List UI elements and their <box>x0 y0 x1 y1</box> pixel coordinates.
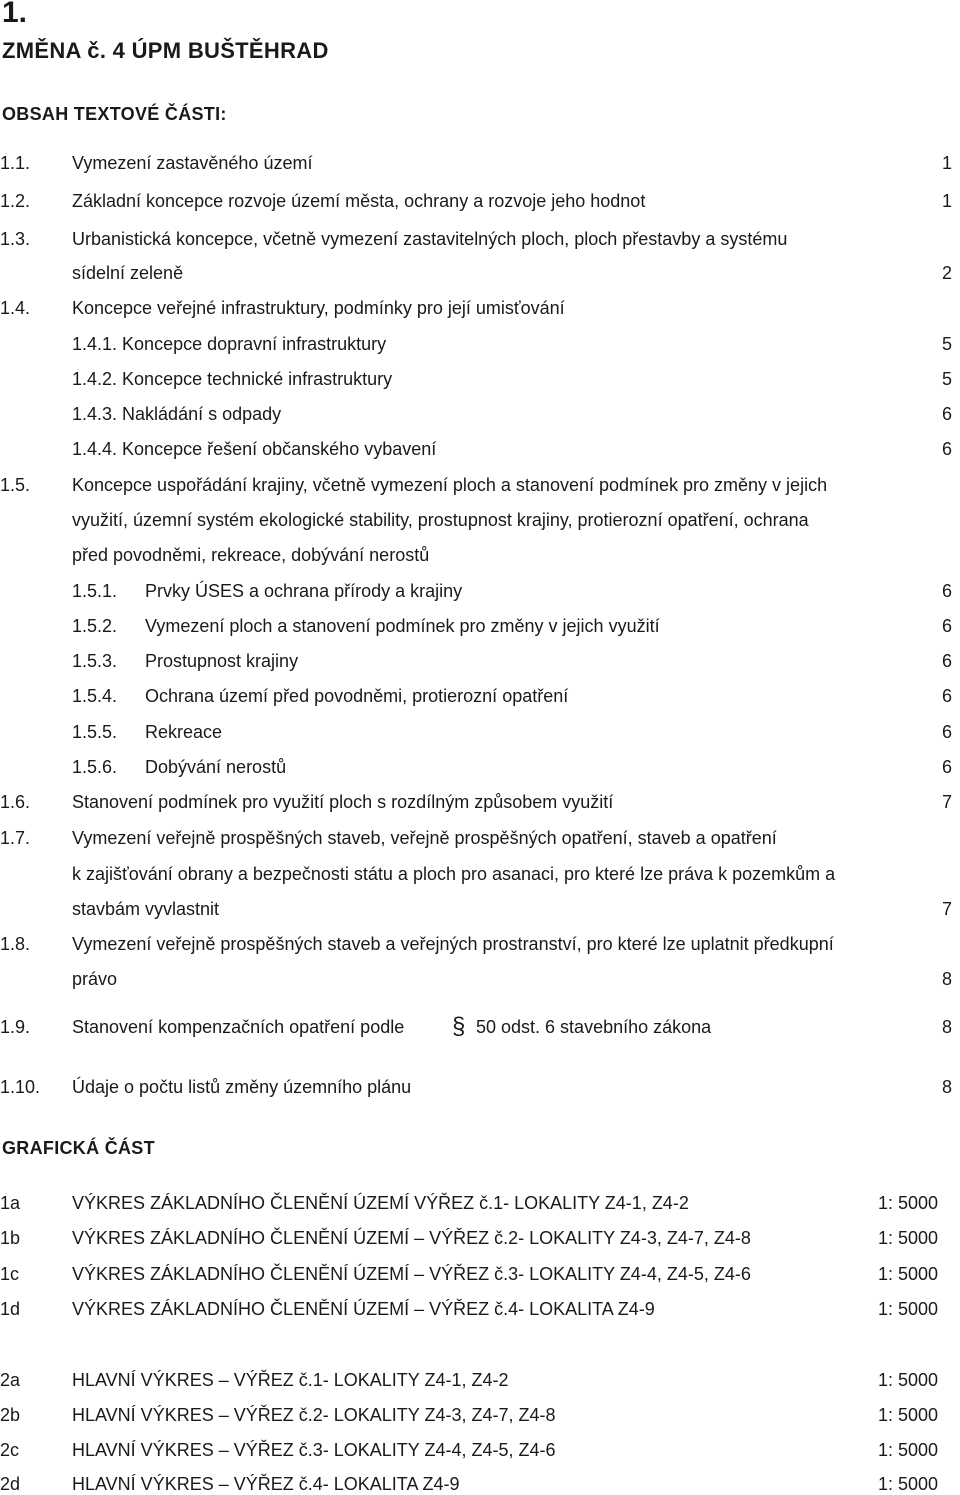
graphic-code: 2c <box>0 1440 20 1460</box>
toc-number: 1.5.2. <box>72 616 118 636</box>
toc-page: 5 <box>941 369 952 389</box>
graphic-text: VÝKRES ZÁKLADNÍHO ČLENĚNÍ ÚZEMÍ – VÝŘEZ č.4- LOKALITA Z4-9 <box>72 1299 655 1319</box>
graphic-scale: 1: 5000 <box>877 1474 938 1494</box>
graphic-scale: 1: 5000 <box>877 1264 938 1284</box>
toc-page: 6 <box>941 722 952 742</box>
toc-text-line3: stavbám vyvlastnit <box>72 899 220 919</box>
toc-text: Prostupnost krajiny <box>145 651 299 671</box>
toc-text: 1.4.3. Nakládání s odpady <box>72 404 282 424</box>
graphic-scale: 1: 5000 <box>877 1228 938 1248</box>
toc-number: 1.2. <box>0 191 31 211</box>
graphic-scale: 1: 5000 <box>877 1405 938 1425</box>
toc-page: 8 <box>941 1017 952 1037</box>
toc-text-line1: Vymezení veřejně prospěšných staveb a veřejných prostranství, pro které lze uplatnit předkupní <box>72 934 834 954</box>
graphic-scale: 1: 5000 <box>877 1440 938 1460</box>
toc-number: 1.5.3. <box>72 651 118 671</box>
toc-text: Základní koncepce rozvoje území města, ochrany a rozvoje jeho hodnot <box>72 191 646 211</box>
toc-number: 1.5.4. <box>72 686 118 706</box>
toc-page: 7 <box>941 792 952 812</box>
toc-page: 6 <box>941 581 952 601</box>
toc-text: Vymezení zastavěného území <box>72 153 313 173</box>
toc-text: Rekreace <box>145 722 223 742</box>
toc-number: 1.5.6. <box>72 757 118 777</box>
toc-page: 6 <box>941 757 952 777</box>
toc-page: 6 <box>941 686 952 706</box>
graphic-text: HLAVNÍ VÝKRES – VÝŘEZ č.2- LOKALITY Z4-3, Z4-7, Z4-8 <box>72 1405 556 1425</box>
graphic-text: VÝKRES ZÁKLADNÍHO ČLENĚNÍ ÚZEMÍ VÝŘEZ č.1- LOKALITY Z4-1, Z4-2 <box>72 1193 689 1213</box>
toc-text-line2: sídelní zeleně <box>72 263 184 283</box>
toc-number: 1.7. <box>0 828 31 848</box>
toc-number: 1.10. <box>0 1077 41 1097</box>
toc-page: 7 <box>941 899 952 919</box>
toc-text: 1.4.4. Koncepce řešení občanského vybavení <box>72 439 437 459</box>
toc-text-line2: právo <box>72 969 118 989</box>
toc-number: 1.4. <box>0 298 31 318</box>
graphic-code: 1d <box>0 1299 21 1319</box>
graphic-text: HLAVNÍ VÝKRES – VÝŘEZ č.1- LOKALITY Z4-1, Z4-2 <box>72 1370 509 1390</box>
toc-text: 1.4.2. Koncepce technické infrastruktury <box>72 369 393 389</box>
graphic-scale: 1: 5000 <box>877 1370 938 1390</box>
toc-number: 1.5.1. <box>72 581 118 601</box>
toc-text: Stanovení podmínek pro využití ploch s rozdílným způsobem využití <box>72 792 614 812</box>
toc-entry-1-5-line2: využití, územní systém ekologické stability, prostupnost krajiny, protierozní opatření, ochrana <box>72 510 809 530</box>
toc-number: 1.8. <box>0 934 31 954</box>
toc-text-part2: 50 odst. 6 stavebního zákona <box>476 1017 712 1037</box>
graphic-code: 2a <box>0 1370 21 1390</box>
graphic-scale: 1: 5000 <box>877 1193 938 1213</box>
toc-page: 2 <box>941 263 952 283</box>
toc-entry-1-7-line2: k zajišťování obrany a bezpečnosti státu a ploch pro asanaci, pro které lze práva k pozemkům a <box>72 864 836 884</box>
toc-number: 1.9. <box>0 1017 31 1037</box>
toc-page: 1 <box>941 191 952 211</box>
toc-text-line1: Urbanistická koncepce, včetně vymezení zastavitelných ploch, ploch přestavby a systému <box>72 229 788 249</box>
toc-page: 6 <box>941 439 952 459</box>
toc-text: Údaje o počtu listů změny územního plánu <box>72 1077 412 1097</box>
toc-text: Prvky ÚSES a ochrana přírody a krajiny <box>145 581 463 601</box>
toc-number: 1.3. <box>0 229 31 249</box>
toc-text-part1: Stanovení kompenzačních opatření podle <box>72 1017 405 1037</box>
toc-text: 1.4.1. Koncepce dopravní infrastruktury <box>72 334 387 354</box>
graphic-text: HLAVNÍ VÝKRES – VÝŘEZ č.4- LOKALITA Z4-9 <box>72 1474 460 1494</box>
text-section-heading: OBSAH TEXTOVÉ ČÁSTI: <box>2 104 227 124</box>
toc-text-line1: Koncepce uspořádání krajiny, včetně vymezení ploch a stanovení podmínek pro změny v jejich <box>72 475 828 495</box>
graphic-code: 2d <box>0 1474 21 1494</box>
toc-number: 1.5.5. <box>72 722 118 742</box>
toc-page: 6 <box>941 616 952 636</box>
toc-text: Ochrana území před povodněmi, protierozní opatření <box>145 686 569 706</box>
graphic-text: HLAVNÍ VÝKRES – VÝŘEZ č.3- LOKALITY Z4-4, Z4-5, Z4-6 <box>72 1440 556 1460</box>
section-sign-icon: § <box>452 1013 466 1040</box>
graphic-code: 1a <box>0 1193 21 1213</box>
toc-page: 5 <box>941 334 952 354</box>
document-title: ZMĚNA č. 4 ÚPM BUŠTĚHRAD <box>2 38 329 63</box>
toc-text: Koncepce veřejné infrastruktury, podmínky pro její umisťování <box>72 298 565 318</box>
toc-number: 1.6. <box>0 792 31 812</box>
graphic-code: 1c <box>0 1264 20 1284</box>
page-number: 1. <box>2 0 28 29</box>
toc-page: 6 <box>941 651 952 671</box>
toc-entry-1-5-line3: před povodněmi, rekreace, dobývání nerostů <box>72 545 430 565</box>
graphic-code: 2b <box>0 1405 21 1425</box>
graphic-section-heading: GRAFICKÁ ČÁST <box>2 1138 155 1158</box>
graphic-text: VÝKRES ZÁKLADNÍHO ČLENĚNÍ ÚZEMÍ – VÝŘEZ č.2- LOKALITY Z4-3, Z4-7, Z4-8 <box>72 1228 751 1248</box>
toc-text-line1: Vymezení veřejně prospěšných staveb, veřejně prospěšných opatření, staveb a opatření <box>72 828 777 848</box>
toc-page: 6 <box>941 404 952 424</box>
toc-page: 8 <box>941 1077 952 1097</box>
graphic-scale: 1: 5000 <box>877 1299 938 1319</box>
toc-text: Vymezení ploch a stanovení podmínek pro změny v jejich využití <box>145 616 660 636</box>
toc-page: 1 <box>941 153 952 173</box>
graphic-code: 1b <box>0 1228 21 1248</box>
toc-number: 1.5. <box>0 475 31 495</box>
toc-number: 1.1. <box>0 153 31 173</box>
graphic-text: VÝKRES ZÁKLADNÍHO ČLENĚNÍ ÚZEMÍ – VÝŘEZ č.3- LOKALITY Z4-4, Z4-5, Z4-6 <box>72 1264 751 1284</box>
toc-page: 8 <box>941 969 952 989</box>
toc-text: Dobývání nerostů <box>145 757 287 777</box>
